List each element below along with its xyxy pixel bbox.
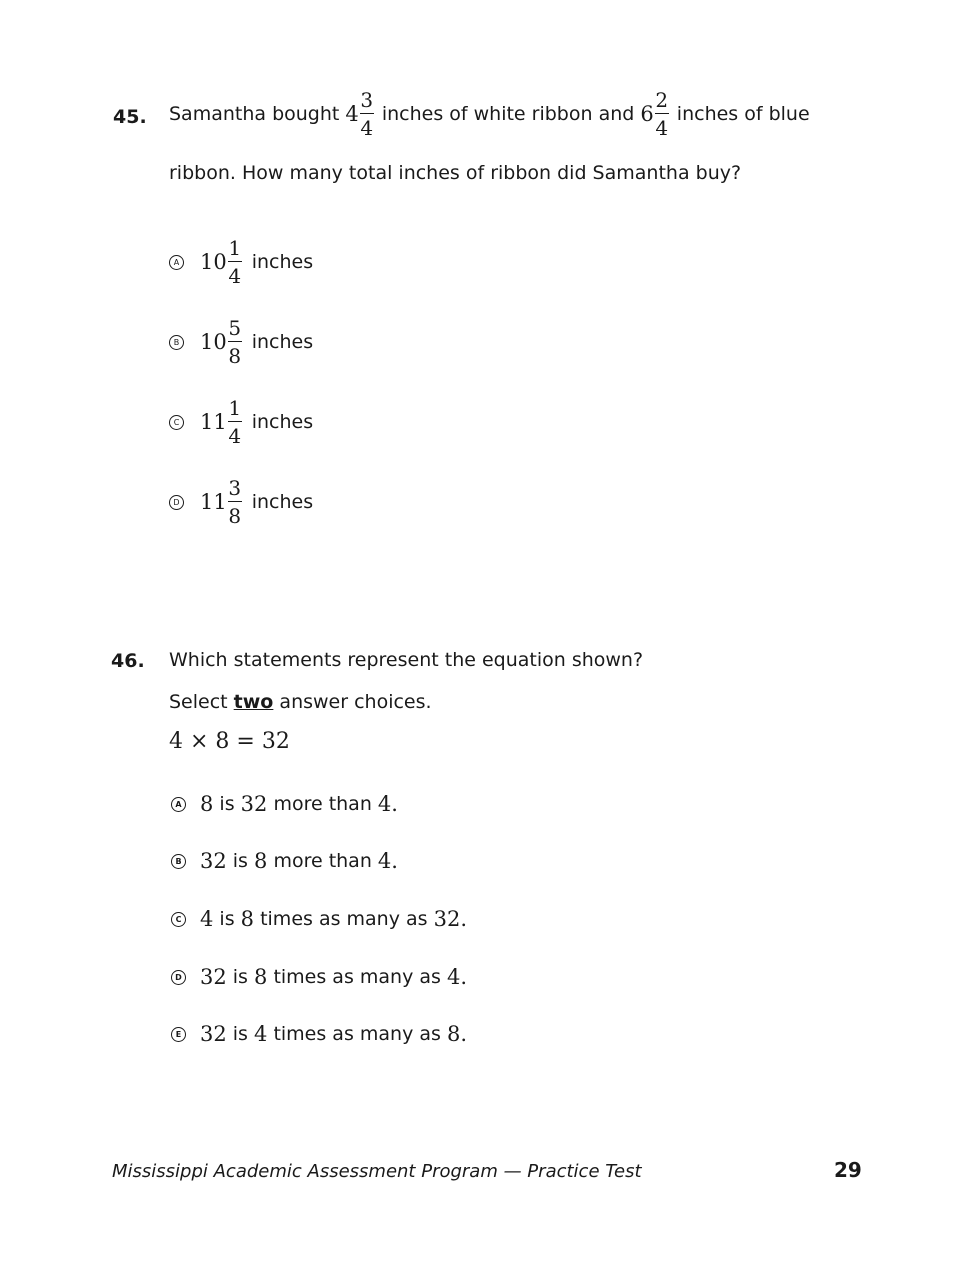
number: 8 bbox=[200, 792, 214, 816]
denominator: 4 bbox=[360, 116, 374, 141]
number: 8 bbox=[254, 849, 268, 873]
unit-label: inches bbox=[251, 331, 314, 353]
number: 4 bbox=[377, 849, 392, 873]
number: 4 bbox=[377, 792, 392, 816]
answer-choice-d[interactable] bbox=[171, 963, 467, 991]
fraction-bar bbox=[228, 261, 242, 263]
option-bubble[interactable]: E bbox=[171, 1027, 186, 1042]
whole-part: 10 bbox=[200, 330, 227, 354]
mixed-number bbox=[640, 89, 670, 140]
numerator: 3 bbox=[360, 87, 374, 112]
fraction bbox=[360, 89, 374, 140]
instruction-emphasis: two bbox=[233, 691, 274, 713]
number: 32 bbox=[433, 907, 461, 931]
number: 8 bbox=[254, 965, 268, 989]
number: 32 bbox=[200, 965, 227, 989]
whole-part: 10 bbox=[200, 250, 227, 274]
number: 32 bbox=[240, 792, 268, 816]
number: 4 bbox=[254, 1022, 268, 1046]
period: . bbox=[460, 907, 468, 931]
answer-choice-e[interactable] bbox=[171, 1020, 467, 1048]
denominator: 8 bbox=[228, 344, 242, 369]
period: . bbox=[460, 1022, 468, 1046]
fraction bbox=[655, 89, 669, 140]
mixed-number bbox=[345, 89, 375, 140]
fraction-bar bbox=[228, 341, 242, 343]
option-bubble[interactable]: C bbox=[169, 415, 184, 430]
whole-part: 4 bbox=[345, 102, 359, 126]
number: 32 bbox=[200, 849, 227, 873]
answer-choice-a[interactable] bbox=[171, 790, 398, 818]
question-45-line-1 bbox=[169, 84, 810, 144]
page-number: 29 bbox=[834, 1158, 862, 1182]
numerator: 3 bbox=[228, 475, 242, 500]
question-number: 45. bbox=[113, 106, 147, 128]
answer-option-c[interactable] bbox=[169, 392, 313, 452]
unit-label: inches bbox=[251, 411, 314, 433]
statement-text: is bbox=[219, 908, 235, 930]
fraction-bar bbox=[655, 113, 669, 115]
option-bubble[interactable]: D bbox=[171, 970, 186, 985]
statement-text: times as many as bbox=[273, 966, 441, 988]
option-bubble[interactable]: B bbox=[171, 854, 186, 869]
denominator: 4 bbox=[228, 424, 242, 449]
footer-title: Mississippi Academic Assessment Program — Practice Test bbox=[112, 1161, 642, 1182]
period: . bbox=[391, 849, 398, 873]
statement-text: is bbox=[232, 1023, 248, 1045]
statement-text: more than bbox=[273, 850, 372, 872]
mixed-number bbox=[200, 317, 244, 368]
answer-option-a[interactable] bbox=[169, 232, 313, 292]
fraction-bar bbox=[228, 501, 242, 503]
number: 8 bbox=[240, 907, 255, 931]
number: 32 bbox=[200, 1022, 227, 1046]
numerator: 2 bbox=[655, 87, 669, 112]
question-text: Samantha bought bbox=[169, 103, 340, 125]
answer-choice-b[interactable] bbox=[171, 847, 398, 875]
statement-text: times as many as bbox=[273, 1023, 441, 1045]
mixed-number bbox=[200, 237, 244, 288]
number: 4 bbox=[446, 965, 461, 989]
fraction bbox=[228, 397, 242, 448]
instruction-text: answer choices. bbox=[279, 691, 432, 713]
unit-label: inches bbox=[251, 251, 314, 273]
mixed-number bbox=[200, 397, 244, 448]
option-bubble[interactable]: D bbox=[169, 495, 184, 510]
statement-text: is bbox=[219, 793, 235, 815]
denominator: 4 bbox=[655, 116, 669, 141]
option-bubble[interactable]: A bbox=[169, 255, 184, 270]
number: 8 bbox=[446, 1022, 461, 1046]
option-bubble[interactable]: A bbox=[171, 797, 186, 812]
question-number: 46. bbox=[111, 650, 145, 672]
question-text: inches of blue bbox=[676, 103, 810, 125]
option-bubble[interactable]: C bbox=[171, 912, 186, 927]
question-46-text: Which statements represent the equation shown? bbox=[169, 649, 644, 671]
whole-part: 6 bbox=[640, 102, 654, 126]
whole-part: 11 bbox=[200, 490, 227, 514]
fraction bbox=[228, 237, 242, 288]
fraction-bar bbox=[360, 113, 374, 115]
period: . bbox=[391, 792, 398, 816]
number: 4 bbox=[200, 907, 214, 931]
answer-option-b[interactable] bbox=[169, 312, 313, 372]
whole-part: 11 bbox=[200, 410, 227, 434]
fraction-bar bbox=[228, 421, 242, 423]
denominator: 8 bbox=[228, 504, 242, 529]
statement-text: times as many as bbox=[260, 908, 428, 930]
option-bubble[interactable]: B bbox=[169, 335, 184, 350]
equation: 4 × 8 = 32 bbox=[169, 729, 290, 754]
denominator: 4 bbox=[228, 264, 242, 289]
question-45-line-2: ribbon. How many total inches of ribbon did Samantha buy? bbox=[169, 162, 742, 184]
question-text: inches of white ribbon and bbox=[381, 103, 635, 125]
numerator: 1 bbox=[228, 395, 242, 420]
statement-text: is bbox=[232, 850, 248, 872]
answer-option-d[interactable] bbox=[169, 472, 313, 532]
mixed-number bbox=[200, 477, 244, 528]
period: . bbox=[460, 965, 468, 989]
select-instruction bbox=[169, 690, 432, 714]
fraction bbox=[228, 317, 242, 368]
statement-text: more than bbox=[273, 793, 372, 815]
fraction bbox=[228, 477, 242, 528]
instruction-text: Select bbox=[169, 691, 228, 713]
statement-text: is bbox=[232, 966, 248, 988]
answer-choice-c[interactable] bbox=[171, 905, 467, 933]
unit-label: inches bbox=[251, 491, 314, 513]
numerator: 1 bbox=[228, 235, 242, 260]
numerator: 5 bbox=[228, 315, 242, 340]
